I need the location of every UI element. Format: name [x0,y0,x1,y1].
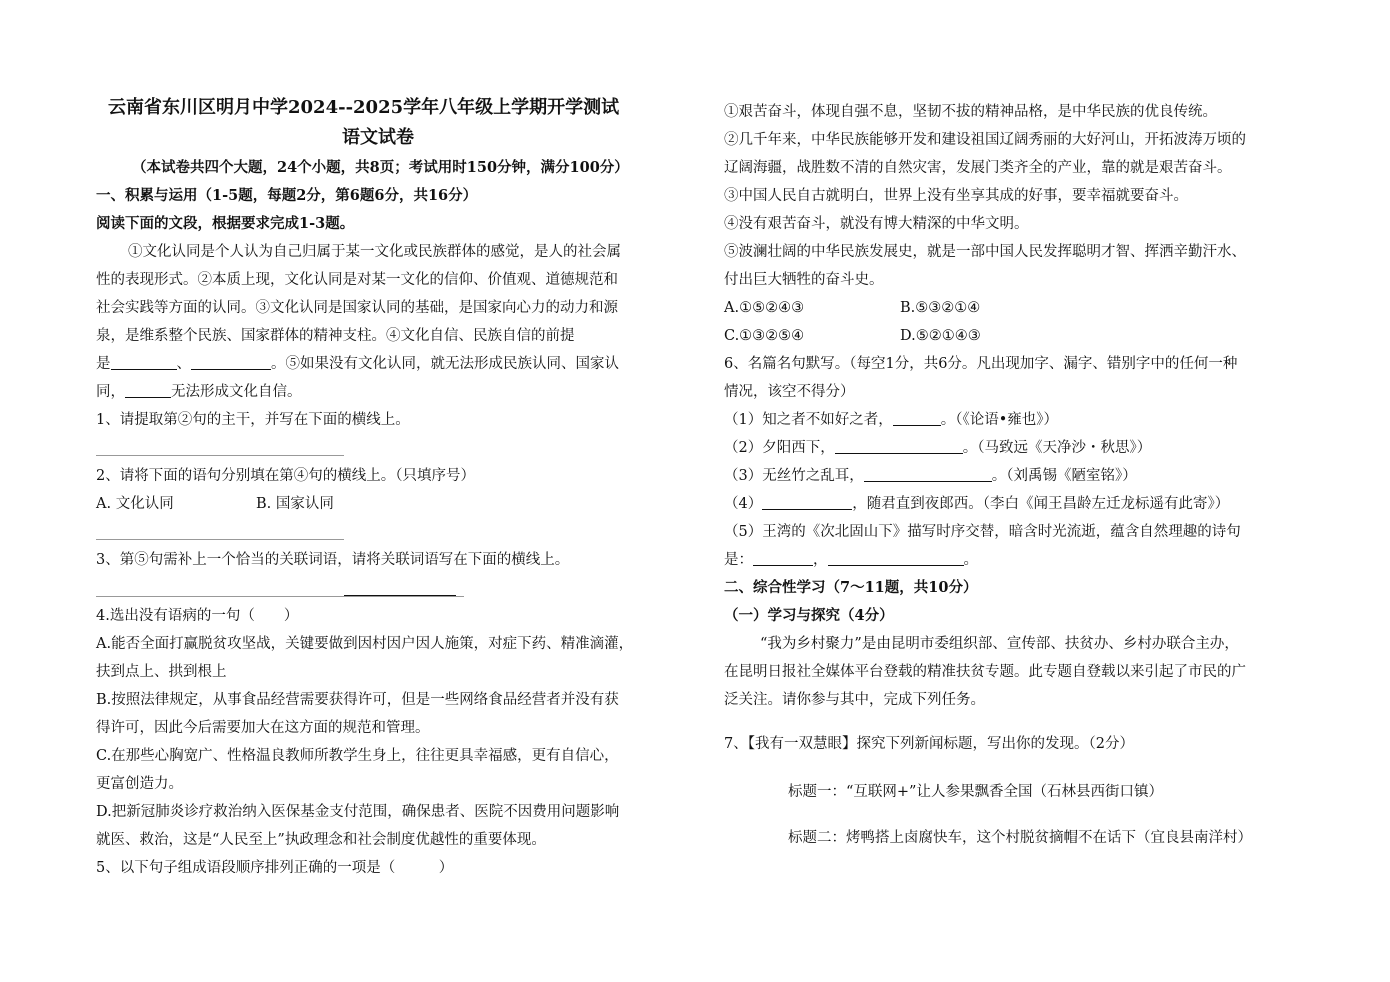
q4-option-line: 就医、救治，这是“人民至上”执政理念和社会制度优越性的重要体现。 [96,832,546,848]
answer-blank[interactable] [125,383,171,398]
q4-option-line: 得许可，因此今后需要加大在这方面的规范和管理。 [96,720,430,736]
q4-option-line: C.在那些心胸宽广、性格温良教师所教学生身上，往往更具幸福感，更有自信心， [96,748,619,764]
answer-line[interactable] [96,539,344,540]
answer-blank[interactable] [111,355,177,370]
answer-blank[interactable] [893,411,941,426]
q6-item-1 [724,410,1058,430]
section-2-paragraph: “我为乡村聚力”是由昆明市委组织部、宣传部、扶贫办、乡村办联合主办， [760,636,1239,652]
q4-option-line: A.能否全面打赢脱贫攻坚战，关键要做到因村因户因人施策，对症下药、精准滴灌， [96,636,634,652]
passage-text: 。⑤如果没有文化认同，就无法形成民族认同、国家认 [271,356,619,372]
q6-text: （3）无丝竹之乱耳， [724,468,864,484]
question-7: 7、【我有一双慧眼】探究下列新闻标题，写出你的发现。（2分） [724,736,1134,752]
q4-option-line: B.按照法律规定，从事食品经营需要获得许可，但是一些网络食品经营者并没有获 [96,692,619,708]
q6-item-5: （5）王湾的《次北固山下》描写时序交替，暗含时光流逝，蕴含自然理趣的诗句 [724,524,1241,540]
passage-line: 性的表现形式。②本质上现，文化认同是对某一文化的信仰、价值观、道德规范和 [96,272,618,288]
answer-blank[interactable] [835,439,963,454]
question-3: 3、第⑤句需补上一个恰当的关联词语，请将关联词语写在下面的横线上。 [96,552,570,568]
option-a: A. 文化认同 [96,496,174,512]
q6-item-3 [724,466,1137,486]
q5-option-b: B.⑤③②①④ [900,300,981,316]
answer-line[interactable] [96,455,344,456]
q5-option-d: D.⑤②①④③ [900,328,981,344]
q5-sentence: ⑤波澜壮阔的中华民族发展史，就是一部中国人民发挥聪明才智、挥洒辛勤汗水、 [724,244,1246,260]
q6-text: 。（《论语•雍也》） [940,412,1059,428]
q6-text: 。（刘禹锡《陋室铭》） [991,468,1137,484]
answer-blank[interactable] [753,551,813,566]
q6-text: ， [813,552,828,568]
answer-blank[interactable] [864,467,992,482]
q6-text: 是： [724,552,753,568]
q5-sentence: ③中国人民自古就明白，世界上没有坐享其成的好事，要幸福就要奋斗。 [724,188,1188,204]
q6-text: 。 [963,552,978,568]
q6-text: 。（马致远《天净沙・秋思》） [962,440,1152,456]
passage-line: ①文化认同是个人认为自己归属于某一文化或民族群体的感觉，是人的社会属 [128,244,621,260]
exam-title: 云南省东川区明月中学2024--2025学年八年级上学期开学测试 [108,97,620,118]
headline-2: 标题二：烤鸭搭上卤腐快车，这个村脱贫摘帽不在话下（宜良县南洋村） [788,830,1252,846]
passage-text: 是 [96,356,111,372]
answer-blank[interactable] [828,551,964,566]
section-2-heading: 二、综合性学习（7～11题，共10分） [724,579,978,596]
answer-blank[interactable] [762,495,852,510]
q5-sentence: ④没有艰苦奋斗，就没有博大精深的中华文明。 [724,216,1029,232]
q6-text: （1）知之者不如好之者， [724,412,893,428]
question-6: 6、名篇名句默写。（每空1分，共6分。凡出现加字、漏字、错别字中的任何一种 [724,356,1238,372]
q5-sentence: ②几千年来，中华民族能够开发和建设祖国辽阔秀丽的大好河山，开拓波涛万顷的 [724,132,1246,148]
q6-text: （4） [724,496,763,512]
question-6-note: 情况，该空不得分） [724,384,855,400]
q6-item-2 [724,438,1151,458]
passage-line-blanks [96,354,619,374]
q4-option-line: 更富创造力。 [96,776,183,792]
passage-text: 、 [176,356,191,372]
question-1: 1、请提取第②句的主干，并写在下面的横线上。 [96,412,410,428]
passage-text: 同， [96,384,125,400]
option-b: B. 国家认同 [256,496,334,512]
exam-note: （本试卷共四个大题，24个小题，共8页；考试用时150分钟，满分100分） [132,159,629,176]
q5-sentence: ①艰苦奋斗，体现自强不息，坚韧不拔的精神品格，是中华民族的优良传统。 [724,104,1217,120]
question-4: 4.选出没有语病的一句（ ） [96,608,299,624]
q6-item-5-blanks [724,550,978,570]
section-2-paragraph: 在昆明日报社全媒体平台登载的精准扶贫专题。此专题自登载以来引起了市民的广 [724,664,1246,680]
question-2: 2、请将下面的语句分别填在第④句的横线上。（只填序号） [96,468,475,484]
q4-option-line: D.把新冠肺炎诊疗救治纳入医保基金支付范围，确保患者、医院不因费用问题影响 [96,804,620,820]
passage-line: 泉，是维系整个民族、国家群体的精神支柱。④文化自信、民族自信的前提 [96,328,575,344]
section-2-subheading: （一）学习与探究（4分） [724,607,894,624]
section-1-heading: 一、积累与运用（1-5题，每题2分，第6题6分，共16分） [96,187,478,204]
q5-sentence: 辽阔海疆，战胜数不清的自然灾害，发展门类齐全的产业，靠的就是艰苦奋斗。 [724,160,1232,176]
exam-subtitle: 语文试卷 [342,127,414,148]
section-2-paragraph: 泛关注。请你参与其中，完成下列任务。 [724,692,985,708]
headline-1: 标题一：“互联网+”让人参果飘香全国（石林县西街口镇） [788,784,1163,800]
answer-line-dark [344,595,456,596]
passage-line: 社会实践等方面的认同。③文化认同是国家认同的基础，是国家向心力的动力和源 [96,300,618,316]
q6-item-4 [724,494,1229,514]
q5-option-c: C.①③②⑤④ [724,328,805,344]
reading-instruction: 阅读下面的文段，根据要求完成1-3题。 [96,215,355,232]
answer-blank[interactable] [191,355,271,370]
passage-text: 无法形成文化自信。 [171,384,302,400]
q6-text: （2）夕阳西下， [724,440,835,456]
q4-option-line: 扶到点上、拱到根上 [96,664,227,680]
q6-text: ，随君直到夜郎西。（李白《闻王昌龄左迁龙标遥有此寄》） [852,496,1230,512]
passage-line-blank [96,382,302,402]
q5-sentence: 付出巨大牺牲的奋斗史。 [724,272,884,288]
q5-option-a: A.①⑤②④③ [724,300,805,316]
answer-line[interactable] [96,596,464,597]
question-5: 5、以下句子组成语段顺序排列正确的一项是（ ） [96,860,454,876]
